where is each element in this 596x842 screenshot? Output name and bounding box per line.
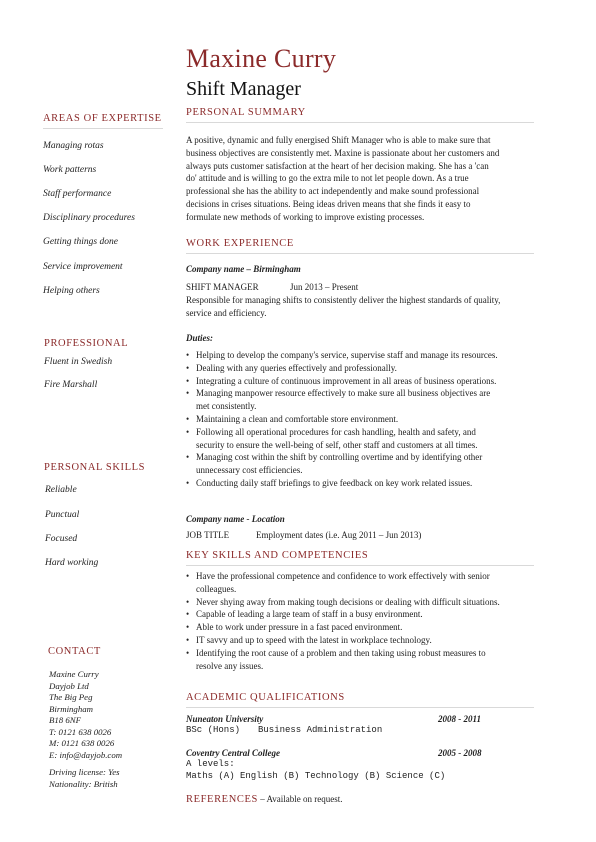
job-title: Shift Manager: [186, 78, 301, 100]
expertise-divider: [43, 128, 163, 129]
summary-line: professional she has the ability to act independently and make sound professional: [186, 186, 480, 197]
contact-heading: CONTACT: [48, 646, 101, 657]
summary-divider: [186, 122, 534, 123]
professional-item: Fluent in Swedish: [44, 357, 113, 367]
duties-label: Duties:: [186, 333, 213, 343]
skill-item: Focused: [45, 534, 78, 544]
summary-line: decisions in crises situations. Being ideas driven means that she finds it easy to: [186, 198, 471, 209]
expertise-item: Work patterns: [43, 165, 97, 175]
role-dates: Jun 2013 – Present: [290, 282, 359, 292]
references-text: – Available on request.: [257, 794, 343, 804]
summary-line: do' attitude and is willing to go the extra mile to not let people down. As a true: [186, 173, 469, 184]
summary-heading: PERSONAL SUMMARY: [186, 107, 306, 118]
summary-text: [186, 134, 546, 224]
role-title: SHIFT MANAGER: [186, 282, 259, 292]
list-item: • Maintaining a clean and comfortable store environment.: [185, 413, 545, 426]
degree-subject: Business Administration: [258, 725, 383, 735]
duties-list: [185, 349, 545, 490]
academic-heading: ACADEMIC QUALIFICATIONS: [186, 692, 345, 703]
contact-mobile: M: 0121 638 0026: [49, 738, 115, 748]
skill-item: Hard working: [45, 558, 99, 568]
college-name: Coventry Central College: [186, 748, 280, 758]
role-dates-2: Employment dates (i.e. Aug 2011 – Jun 2013): [256, 530, 422, 540]
summary-line: business objectives are consistently met. Maxine is passionate about her customers and: [186, 147, 500, 158]
role-title-2: JOB TITLE: [186, 530, 230, 540]
list-item: • Have the professional competence and confidence to work effectively with senior colleagues.: [185, 570, 545, 596]
references: [186, 793, 343, 806]
a-levels-label: A levels:: [186, 759, 235, 769]
contact-postcode: B18 6NF: [49, 715, 82, 725]
contact-name: Maxine Curry: [49, 669, 99, 679]
list-item: • Dealing with any queries effectively and professionally.: [185, 362, 545, 375]
list-item: • Integrating a culture of continuous improvement in all areas of business operations.: [185, 375, 545, 388]
a-levels: Maths (A) English (B) Technology (B) Science (C): [186, 771, 446, 781]
references-heading: REFERENCES: [186, 794, 258, 805]
personal-skills-heading: PERSONAL SKILLS: [44, 462, 146, 473]
academic-divider: [186, 707, 534, 708]
university-dates: 2008 - 2011: [438, 714, 482, 724]
list-item: • Conducting daily staff briefings to give feedback on key work related issues.: [185, 477, 545, 490]
key-skills-list: [185, 570, 545, 672]
contact-details: [49, 669, 122, 761]
expertise-item: Disciplinary procedures: [43, 213, 135, 223]
list-item: • Managing manpower resource effectively to make sure all business objectives are met consistently.: [185, 387, 545, 413]
expertise-item: Service improvement: [43, 262, 123, 272]
responsibility-line: Responsible for managing shifts to consistently deliver the highest standards of quality,: [186, 295, 501, 305]
contact-company: Dayjob Ltd: [49, 680, 89, 691]
list-item: • Following all operational procedures for cash handling, health and safety, and security to ensure the well-being of self, other staff and customers at all times.: [185, 426, 545, 452]
expertise-item: Helping others: [43, 286, 100, 296]
nationality: Nationality: British: [49, 778, 118, 789]
professional-item: Fire Marshall: [44, 380, 98, 390]
key-skills-divider: [186, 565, 534, 566]
list-item: • IT savvy and up to speed with the latest in workplace technology.: [185, 634, 545, 647]
summary-line: formulate new methods of working to improve existing processes.: [186, 211, 425, 222]
work-experience-heading: WORK EXPERIENCE: [186, 238, 294, 249]
driving-license: Driving license: Yes: [49, 767, 120, 777]
expertise-heading: AREAS OF EXPERTISE: [43, 113, 162, 124]
contact-email[interactable]: E: info@dayjob.com: [49, 749, 123, 760]
list-item: • Identifying the root cause of a problem and then taking using robust measures to resolve any issues.: [185, 647, 545, 673]
skill-item: Reliable: [45, 485, 77, 495]
contact-telephone: T: 0121 638 0026: [49, 726, 112, 737]
responsibility-line: service and efficiency.: [186, 307, 267, 318]
college-dates: 2005 - 2008: [438, 748, 482, 758]
summary-line: A positive, dynamic and fully energised Shift Manager who is able to make sure that: [186, 135, 491, 145]
list-item: • Managing cost within the shift by controlling overtime and by identifying other unnecessary cost efficiencies.: [185, 451, 545, 477]
expertise-item: Managing rotas: [43, 141, 104, 151]
responsibilities: [186, 294, 546, 320]
contact-address: The Big Peg: [49, 692, 93, 702]
professional-heading: PROFESSIONAL: [44, 338, 129, 349]
company-name: Company name – Birmingham: [186, 264, 301, 274]
company-name-2: Company name - Location: [186, 514, 285, 524]
skill-item: Punctual: [45, 510, 80, 520]
extra-details: [49, 767, 120, 790]
summary-line: always puts customer satisfaction at the heart of her decision making. She has a 'can: [186, 160, 489, 171]
university-name: Nuneaton University: [186, 714, 264, 724]
candidate-name: Maxine Curry: [186, 44, 337, 73]
key-skills-heading: KEY SKILLS AND COMPETENCIES: [186, 550, 369, 561]
list-item: • Able to work under pressure in a fast paced environment.: [185, 621, 545, 634]
list-item: • Helping to develop the company's service, supervise staff and manage its resources.: [185, 349, 545, 362]
degree: BSc (Hons): [186, 725, 241, 735]
expertise-item: Getting things done: [43, 237, 118, 247]
contact-city: Birmingham: [49, 703, 93, 714]
list-item: • Never shying away from making tough decisions or dealing with difficult situations.: [185, 596, 545, 609]
work-experience-divider: [186, 253, 534, 254]
expertise-item: Staff performance: [43, 189, 112, 199]
list-item: • Capable of leading a large team of staff in a busy environment.: [185, 608, 545, 621]
